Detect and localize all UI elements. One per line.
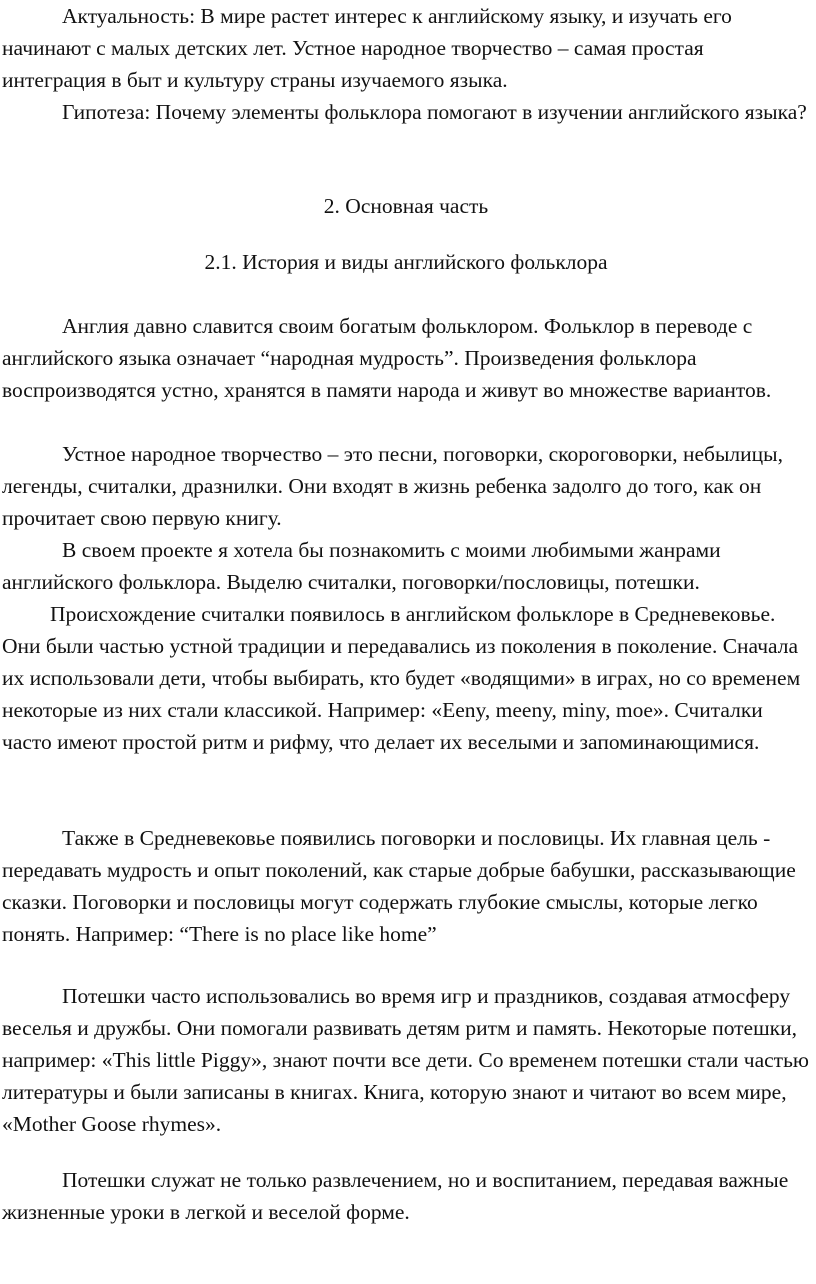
paragraph-proverbs: Также в Средневековье появились поговорки и пословицы. Их главная цель - передавать мудрость и опыт поколений, как старые добрые бабушки, рассказывающие сказки. Поговорки и пословицы могут содержать глубокие смыслы, которые легко понять. Например: “There is no place like home” xyxy=(2,826,796,946)
paragraph-counting-rhymes: Происхождение считалки появилось в английском фольклоре в Средневековье. Они были частью устной традиции и передавались из поколения в поколение. Сначала их использовали дети, чтобы выбирать, кто будет «водящими» в играх, но со временем некоторые из них стали классикой. Например: «Eeny, meeny, miny, moe». Считалки часто имеют простой ритм и рифму, что делает их веселыми и запоминающимися. xyxy=(2,602,801,754)
paragraph-hypothesis: Гипотеза: Почему элементы фольклора помогают в изучении английского языка? xyxy=(62,100,807,124)
section-heading: 2. Основная часть xyxy=(323,194,489,218)
paragraph-project-genres: В своем проекте я хотела бы познакомить с моими любимыми жанрами английского фольклора. Выделю считалки, поговорки/пословицы, потешки. xyxy=(2,538,721,594)
paragraph-oral-creativity: Устное народное творчество – это песни, поговорки, скороговорки, небылицы, легенды, считалки, дразнилки. Они входят в жизнь ребенка задолго до того, как он прочитает свою первую книгу. xyxy=(2,442,783,530)
paragraph-folklore-intro: Англия давно славится своим богатым фольклором. Фольклор в переводе с английского языка означает “народная мудрость”. Произведения фольклора воспроизводятся устно, хранятся в памяти народа и живут во множестве вариантов. xyxy=(2,314,772,402)
paragraph-relevance: Актуальность: В мире растет интерес к английскому языку, и изучать его начинают с малых детских лет. Устное народное творчество – самая простая интеграция в быт и культуру страны изучаемого языка. xyxy=(2,4,732,92)
paragraph-nursery-rhymes: Потешки часто использовались во время игр и праздников, создавая атмосферу веселья и дружбы. Они помогали развивать детям ритм и память. Некоторые потешки, например: «This little Piggy», знают почти все дети. Со временем потешки стали частью литературы и были записаны в книгах. Книга, которую знают и читают во всем мире, «Mother Goose rhymes». xyxy=(2,984,809,1136)
paragraph-conclusion: Потешки служат не только развлечением, но и воспитанием, передавая важные жизненные уроки в легкой и веселой форме. xyxy=(2,1168,789,1224)
subsection-heading: 2.1. История и виды английского фольклора xyxy=(204,250,608,274)
